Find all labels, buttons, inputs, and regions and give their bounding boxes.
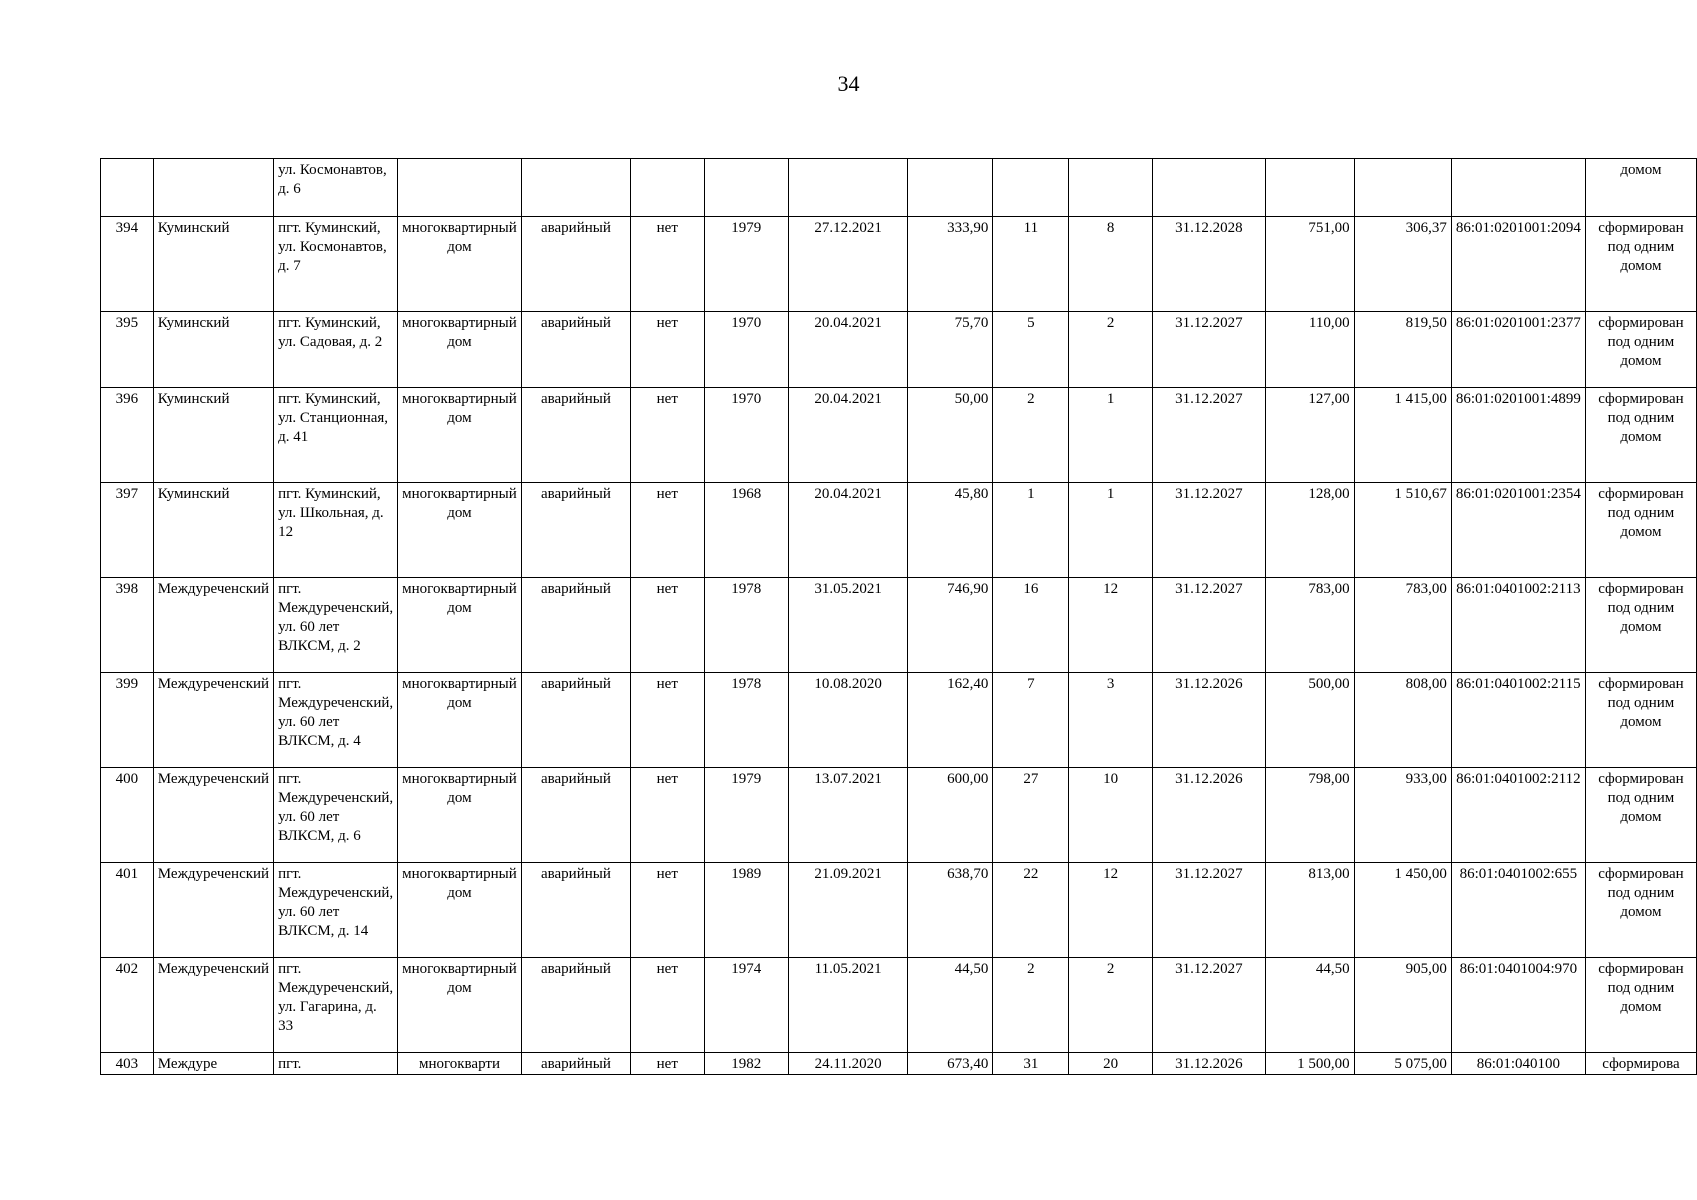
cell-flag: нет	[631, 388, 705, 483]
cell-municipality: Междуреченский	[153, 768, 273, 863]
cell-deadline: 31.12.2026	[1152, 673, 1265, 768]
cell-flag: нет	[631, 673, 705, 768]
cell-area: 162,40	[908, 673, 993, 768]
cell-land-status: сформирован под одним домом	[1585, 958, 1696, 1053]
cell-area: 673,40	[908, 1053, 993, 1075]
cell-status: аварийный	[521, 312, 630, 388]
cell-area	[908, 159, 993, 217]
cell-year: 1974	[704, 958, 788, 1053]
cell-type: многоквартирный дом	[398, 673, 522, 768]
cell-date: 20.04.2021	[788, 312, 908, 388]
cell-date: 20.04.2021	[788, 483, 908, 578]
cell-land-status: сформирован под одним домом	[1585, 863, 1696, 958]
table-row	[101, 217, 1697, 312]
cell-date: 21.09.2021	[788, 863, 908, 958]
cell-municipality: Куминский	[153, 217, 273, 312]
table-row	[101, 312, 1697, 388]
cell-flag: нет	[631, 1053, 705, 1075]
cell-no: 399	[101, 673, 154, 768]
table-row	[101, 388, 1697, 483]
cell-type	[398, 159, 522, 217]
cell-address: пгт. Междуреченский, ул. 60 лет ВЛКСМ, д. 2	[274, 578, 398, 673]
cell-residents	[993, 159, 1069, 217]
cell-premises: 12	[1069, 863, 1153, 958]
cell-date: 11.05.2021	[788, 958, 908, 1053]
cell-deadline	[1152, 159, 1265, 217]
cell-area: 746,90	[908, 578, 993, 673]
cell-municipality: Куминский	[153, 312, 273, 388]
cell-area: 44,50	[908, 958, 993, 1053]
cell-no: 401	[101, 863, 154, 958]
cell-cost: 1 510,67	[1354, 483, 1451, 578]
cell-land-status: сформирован под одним домом	[1585, 312, 1696, 388]
table-row	[101, 483, 1697, 578]
cell-status: аварийный	[521, 958, 630, 1053]
cell-residents: 11	[993, 217, 1069, 312]
cell-cadastral: 86:01:0201001:4899	[1451, 388, 1585, 483]
cell-area: 45,80	[908, 483, 993, 578]
cell-type: многоквартирный дом	[398, 768, 522, 863]
cell-land-area	[1265, 159, 1354, 217]
cell-address: пгт. Междуреченский, ул. 60 лет ВЛКСМ, д. 4	[274, 673, 398, 768]
cell-premises: 8	[1069, 217, 1153, 312]
cell-status: аварийный	[521, 768, 630, 863]
housing-register-table	[100, 158, 1697, 1075]
cell-land-status: сформирован под одним домом	[1585, 217, 1696, 312]
cell-cadastral: 86:01:0401002:655	[1451, 863, 1585, 958]
cell-no: 395	[101, 312, 154, 388]
cell-premises: 20	[1069, 1053, 1153, 1075]
cell-address: пгт. Куминский, ул. Космонавтов, д. 7	[274, 217, 398, 312]
table-row-continuation	[101, 159, 1697, 217]
cell-land-status: сформирова	[1585, 1053, 1696, 1075]
cell-no: 402	[101, 958, 154, 1053]
cell-flag: нет	[631, 483, 705, 578]
cell-status: аварийный	[521, 388, 630, 483]
cell-municipality	[153, 159, 273, 217]
cell-date: 13.07.2021	[788, 768, 908, 863]
cell-status	[521, 159, 630, 217]
cell-cost: 306,37	[1354, 217, 1451, 312]
cell-address: пгт. Междуреченский, ул. Гагарина, д. 33	[274, 958, 398, 1053]
cell-land-area: 751,00	[1265, 217, 1354, 312]
cell-deadline: 31.12.2027	[1152, 483, 1265, 578]
cell-land-area: 798,00	[1265, 768, 1354, 863]
cell-flag: нет	[631, 863, 705, 958]
cell-municipality: Междуреченский	[153, 578, 273, 673]
cell-land-area: 1 500,00	[1265, 1053, 1354, 1075]
cell-area: 50,00	[908, 388, 993, 483]
cell-residents: 22	[993, 863, 1069, 958]
cell-cost: 808,00	[1354, 673, 1451, 768]
cell-premises: 1	[1069, 483, 1153, 578]
cell-deadline: 31.12.2027	[1152, 388, 1265, 483]
cell-cadastral: 86:01:0401002:2112	[1451, 768, 1585, 863]
table-row	[101, 958, 1697, 1053]
cell-cadastral: 86:01:0401002:2113	[1451, 578, 1585, 673]
cell-residents: 27	[993, 768, 1069, 863]
cell-no: 397	[101, 483, 154, 578]
table-row	[101, 673, 1697, 768]
cell-premises	[1069, 159, 1153, 217]
cell-municipality: Междуре	[153, 1053, 273, 1075]
cell-address: пгт. Междуреченский, ул. 60 лет ВЛКСМ, д. 14	[274, 863, 398, 958]
cell-premises: 10	[1069, 768, 1153, 863]
cell-type: многоквартирный дом	[398, 863, 522, 958]
cell-year: 1970	[704, 312, 788, 388]
cell-deadline: 31.12.2026	[1152, 768, 1265, 863]
cell-deadline: 31.12.2027	[1152, 958, 1265, 1053]
cell-type: многоквартирный дом	[398, 958, 522, 1053]
cell-no: 403	[101, 1053, 154, 1075]
cell-year: 1982	[704, 1053, 788, 1075]
cell-municipality: Междуреченский	[153, 863, 273, 958]
cell-type: многоквартирный дом	[398, 388, 522, 483]
cell-residents: 5	[993, 312, 1069, 388]
cell-cost: 819,50	[1354, 312, 1451, 388]
cell-flag: нет	[631, 958, 705, 1053]
cell-year: 1979	[704, 217, 788, 312]
cell-date	[788, 159, 908, 217]
table-body	[101, 159, 1697, 1075]
cell-cost: 905,00	[1354, 958, 1451, 1053]
cell-status: аварийный	[521, 863, 630, 958]
cell-premises: 12	[1069, 578, 1153, 673]
cell-land-status: сформирован под одним домом	[1585, 388, 1696, 483]
cell-cadastral: 86:01:0201001:2094	[1451, 217, 1585, 312]
cell-cadastral: 86:01:0401002:2115	[1451, 673, 1585, 768]
cell-date: 10.08.2020	[788, 673, 908, 768]
cell-residents: 2	[993, 388, 1069, 483]
cell-deadline: 31.12.2027	[1152, 578, 1265, 673]
cell-status: аварийный	[521, 1053, 630, 1075]
cell-premises: 2	[1069, 312, 1153, 388]
cell-cost: 5 075,00	[1354, 1053, 1451, 1075]
cell-flag: нет	[631, 312, 705, 388]
cell-year: 1970	[704, 388, 788, 483]
cell-area: 600,00	[908, 768, 993, 863]
cell-area: 333,90	[908, 217, 993, 312]
cell-flag: нет	[631, 578, 705, 673]
cell-type: многоквартирный дом	[398, 483, 522, 578]
table-row	[101, 578, 1697, 673]
cell-municipality: Междуреченский	[153, 673, 273, 768]
cell-cadastral: 86:01:0201001:2354	[1451, 483, 1585, 578]
cell-no: 400	[101, 768, 154, 863]
cell-address: пгт. Междуреченский, ул. 60 лет ВЛКСМ, д. 6	[274, 768, 398, 863]
cell-address: пгт. Куминский, ул. Станционная, д. 41	[274, 388, 398, 483]
cell-deadline: 31.12.2027	[1152, 312, 1265, 388]
cell-address: пгт. Куминский, ул. Садовая, д. 2	[274, 312, 398, 388]
cell-year	[704, 159, 788, 217]
cell-flag: нет	[631, 768, 705, 863]
cell-no: 396	[101, 388, 154, 483]
cell-cadastral: 86:01:0201001:2377	[1451, 312, 1585, 388]
cell-cost: 1 415,00	[1354, 388, 1451, 483]
cell-land-area: 128,00	[1265, 483, 1354, 578]
cell-land-area: 110,00	[1265, 312, 1354, 388]
cell-no: 398	[101, 578, 154, 673]
cell-flag	[631, 159, 705, 217]
cell-residents: 31	[993, 1053, 1069, 1075]
cell-cadastral: 86:01:0401004:970	[1451, 958, 1585, 1053]
cell-cadastral	[1451, 159, 1585, 217]
cell-date: 24.11.2020	[788, 1053, 908, 1075]
cell-municipality: Междуреченский	[153, 958, 273, 1053]
page-number: 34	[837, 71, 860, 96]
cell-land-area: 500,00	[1265, 673, 1354, 768]
cell-date: 20.04.2021	[788, 388, 908, 483]
cell-land-area: 783,00	[1265, 578, 1354, 673]
cell-area: 638,70	[908, 863, 993, 958]
cell-year: 1978	[704, 673, 788, 768]
cell-land-area: 813,00	[1265, 863, 1354, 958]
cell-type: многоквартирный дом	[398, 217, 522, 312]
cell-address: пгт.	[274, 1053, 398, 1075]
cell-year: 1968	[704, 483, 788, 578]
cell-deadline: 31.12.2026	[1152, 1053, 1265, 1075]
cell-status: аварийный	[521, 578, 630, 673]
cell-municipality: Куминский	[153, 388, 273, 483]
cell-land-status: домом	[1585, 159, 1696, 217]
table-row	[101, 863, 1697, 958]
cell-land-area: 127,00	[1265, 388, 1354, 483]
cell-premises: 3	[1069, 673, 1153, 768]
cell-premises: 2	[1069, 958, 1153, 1053]
table-row	[101, 1053, 1697, 1075]
cell-cadastral: 86:01:040100	[1451, 1053, 1585, 1075]
cell-deadline: 31.12.2028	[1152, 217, 1265, 312]
cell-residents: 1	[993, 483, 1069, 578]
cell-no	[101, 159, 154, 217]
cell-residents: 2	[993, 958, 1069, 1053]
cell-type: многокварти	[398, 1053, 522, 1075]
cell-year: 1978	[704, 578, 788, 673]
cell-status: аварийный	[521, 483, 630, 578]
cell-land-status: сформирован под одним домом	[1585, 768, 1696, 863]
cell-status: аварийный	[521, 673, 630, 768]
cell-municipality: Куминский	[153, 483, 273, 578]
cell-cost: 933,00	[1354, 768, 1451, 863]
cell-cost: 783,00	[1354, 578, 1451, 673]
cell-area: 75,70	[908, 312, 993, 388]
cell-cost	[1354, 159, 1451, 217]
cell-year: 1989	[704, 863, 788, 958]
cell-address: ул. Космонавтов, д. 6	[274, 159, 398, 217]
cell-residents: 16	[993, 578, 1069, 673]
cell-cost: 1 450,00	[1354, 863, 1451, 958]
cell-address: пгт. Куминский, ул. Школьная, д. 12	[274, 483, 398, 578]
cell-date: 31.05.2021	[788, 578, 908, 673]
table-row	[101, 768, 1697, 863]
cell-land-status: сформирован под одним домом	[1585, 578, 1696, 673]
cell-land-area: 44,50	[1265, 958, 1354, 1053]
cell-no: 394	[101, 217, 154, 312]
cell-flag: нет	[631, 217, 705, 312]
cell-land-status: сформирован под одним домом	[1585, 673, 1696, 768]
cell-premises: 1	[1069, 388, 1153, 483]
cell-land-status: сформирован под одним домом	[1585, 483, 1696, 578]
cell-deadline: 31.12.2027	[1152, 863, 1265, 958]
cell-date: 27.12.2021	[788, 217, 908, 312]
cell-status: аварийный	[521, 217, 630, 312]
cell-type: многоквартирный дом	[398, 312, 522, 388]
cell-type: многоквартирный дом	[398, 578, 522, 673]
cell-year: 1979	[704, 768, 788, 863]
cell-residents: 7	[993, 673, 1069, 768]
